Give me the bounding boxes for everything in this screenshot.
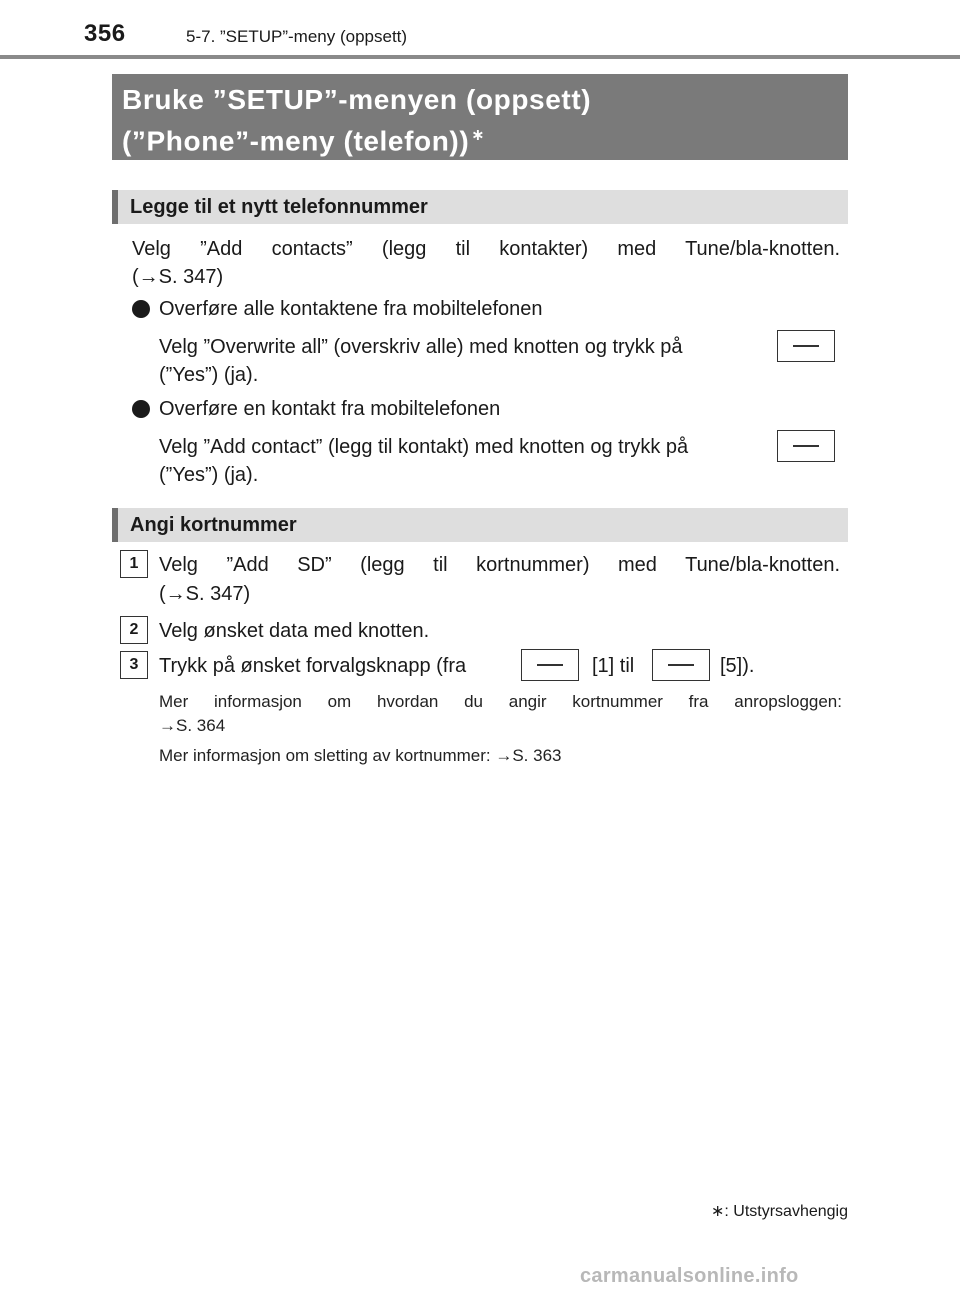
page-number: 356 [84,20,126,47]
step3-part1: Trykk på ønsket forvalgsknapp (fra [159,655,467,677]
main-title-line2-text: (”Phone”-meny (telefon)) [122,125,470,157]
bullet-icon [132,400,150,418]
preset-button-icon [652,649,710,681]
bullet1-line2: (”Yes”) (ja). [159,364,259,386]
bullet1-line1: Velg ”Overwrite all” (overskriv alle) med knotten og trykk på [159,336,683,358]
section1-intro-line1: Velg ”Add contacts” (legg til kontakter) med Tune/bla-knotten. [132,238,840,260]
main-title-banner [112,74,848,160]
title-footnote-star: ∗ [471,127,486,144]
note1-line1: Mer informasjon om hvordan du angir kortnummer fra anropsloggen: [159,692,842,711]
step1-line2: (→S. 347) [159,583,251,605]
step1-line1: Velg ”Add SD” (legg til kortnummer) med Tune/bla-knotten. [159,554,840,576]
watermark: carmanualsonline.info [580,1265,799,1287]
main-title-line2 [122,118,838,159]
step3-part2: [1] til [592,655,635,677]
chapter-title: 5-7. ”SETUP”-meny (oppsett) [186,27,408,46]
preset-button-icon [521,649,579,681]
note1-line2: →S. 364 [159,716,226,735]
section-heading-add-number: Legge til et nytt telefonnummer [112,190,848,224]
bullet1-title: Overføre alle kontaktene fra mobiltelefonen [159,298,543,320]
bullet-icon [132,300,150,318]
section-heading-speed-dial: Angi kortnummer [112,508,848,542]
main-title-line1: Bruke ”SETUP”-menyen (oppsett) [122,84,592,115]
bullet2-line1: Velg ”Add contact” (legg til kontakt) med knotten og trykk på [159,436,689,458]
header-divider [0,55,960,59]
step2-text: Velg ønsket data med knotten. [159,620,430,642]
bullet2-title: Overføre en kontakt fra mobiltelefonen [159,398,501,420]
step-number-3: 3 [120,651,148,679]
section1-intro-line2: (→S. 347) [132,266,224,288]
yes-button-icon [777,430,835,462]
footnote: ∗: Utstyrsavhengig [710,1203,848,1220]
page-header [0,0,960,60]
yes-button-icon [777,330,835,362]
bullet2-line2: (”Yes”) (ja). [159,464,259,486]
step3-part3: [5]). [720,655,755,677]
step-number-1: 1 [120,550,148,578]
note2: Mer informasjon om sletting av kortnummer: →S. 363 [159,746,562,765]
step-number-2: 2 [120,616,148,644]
